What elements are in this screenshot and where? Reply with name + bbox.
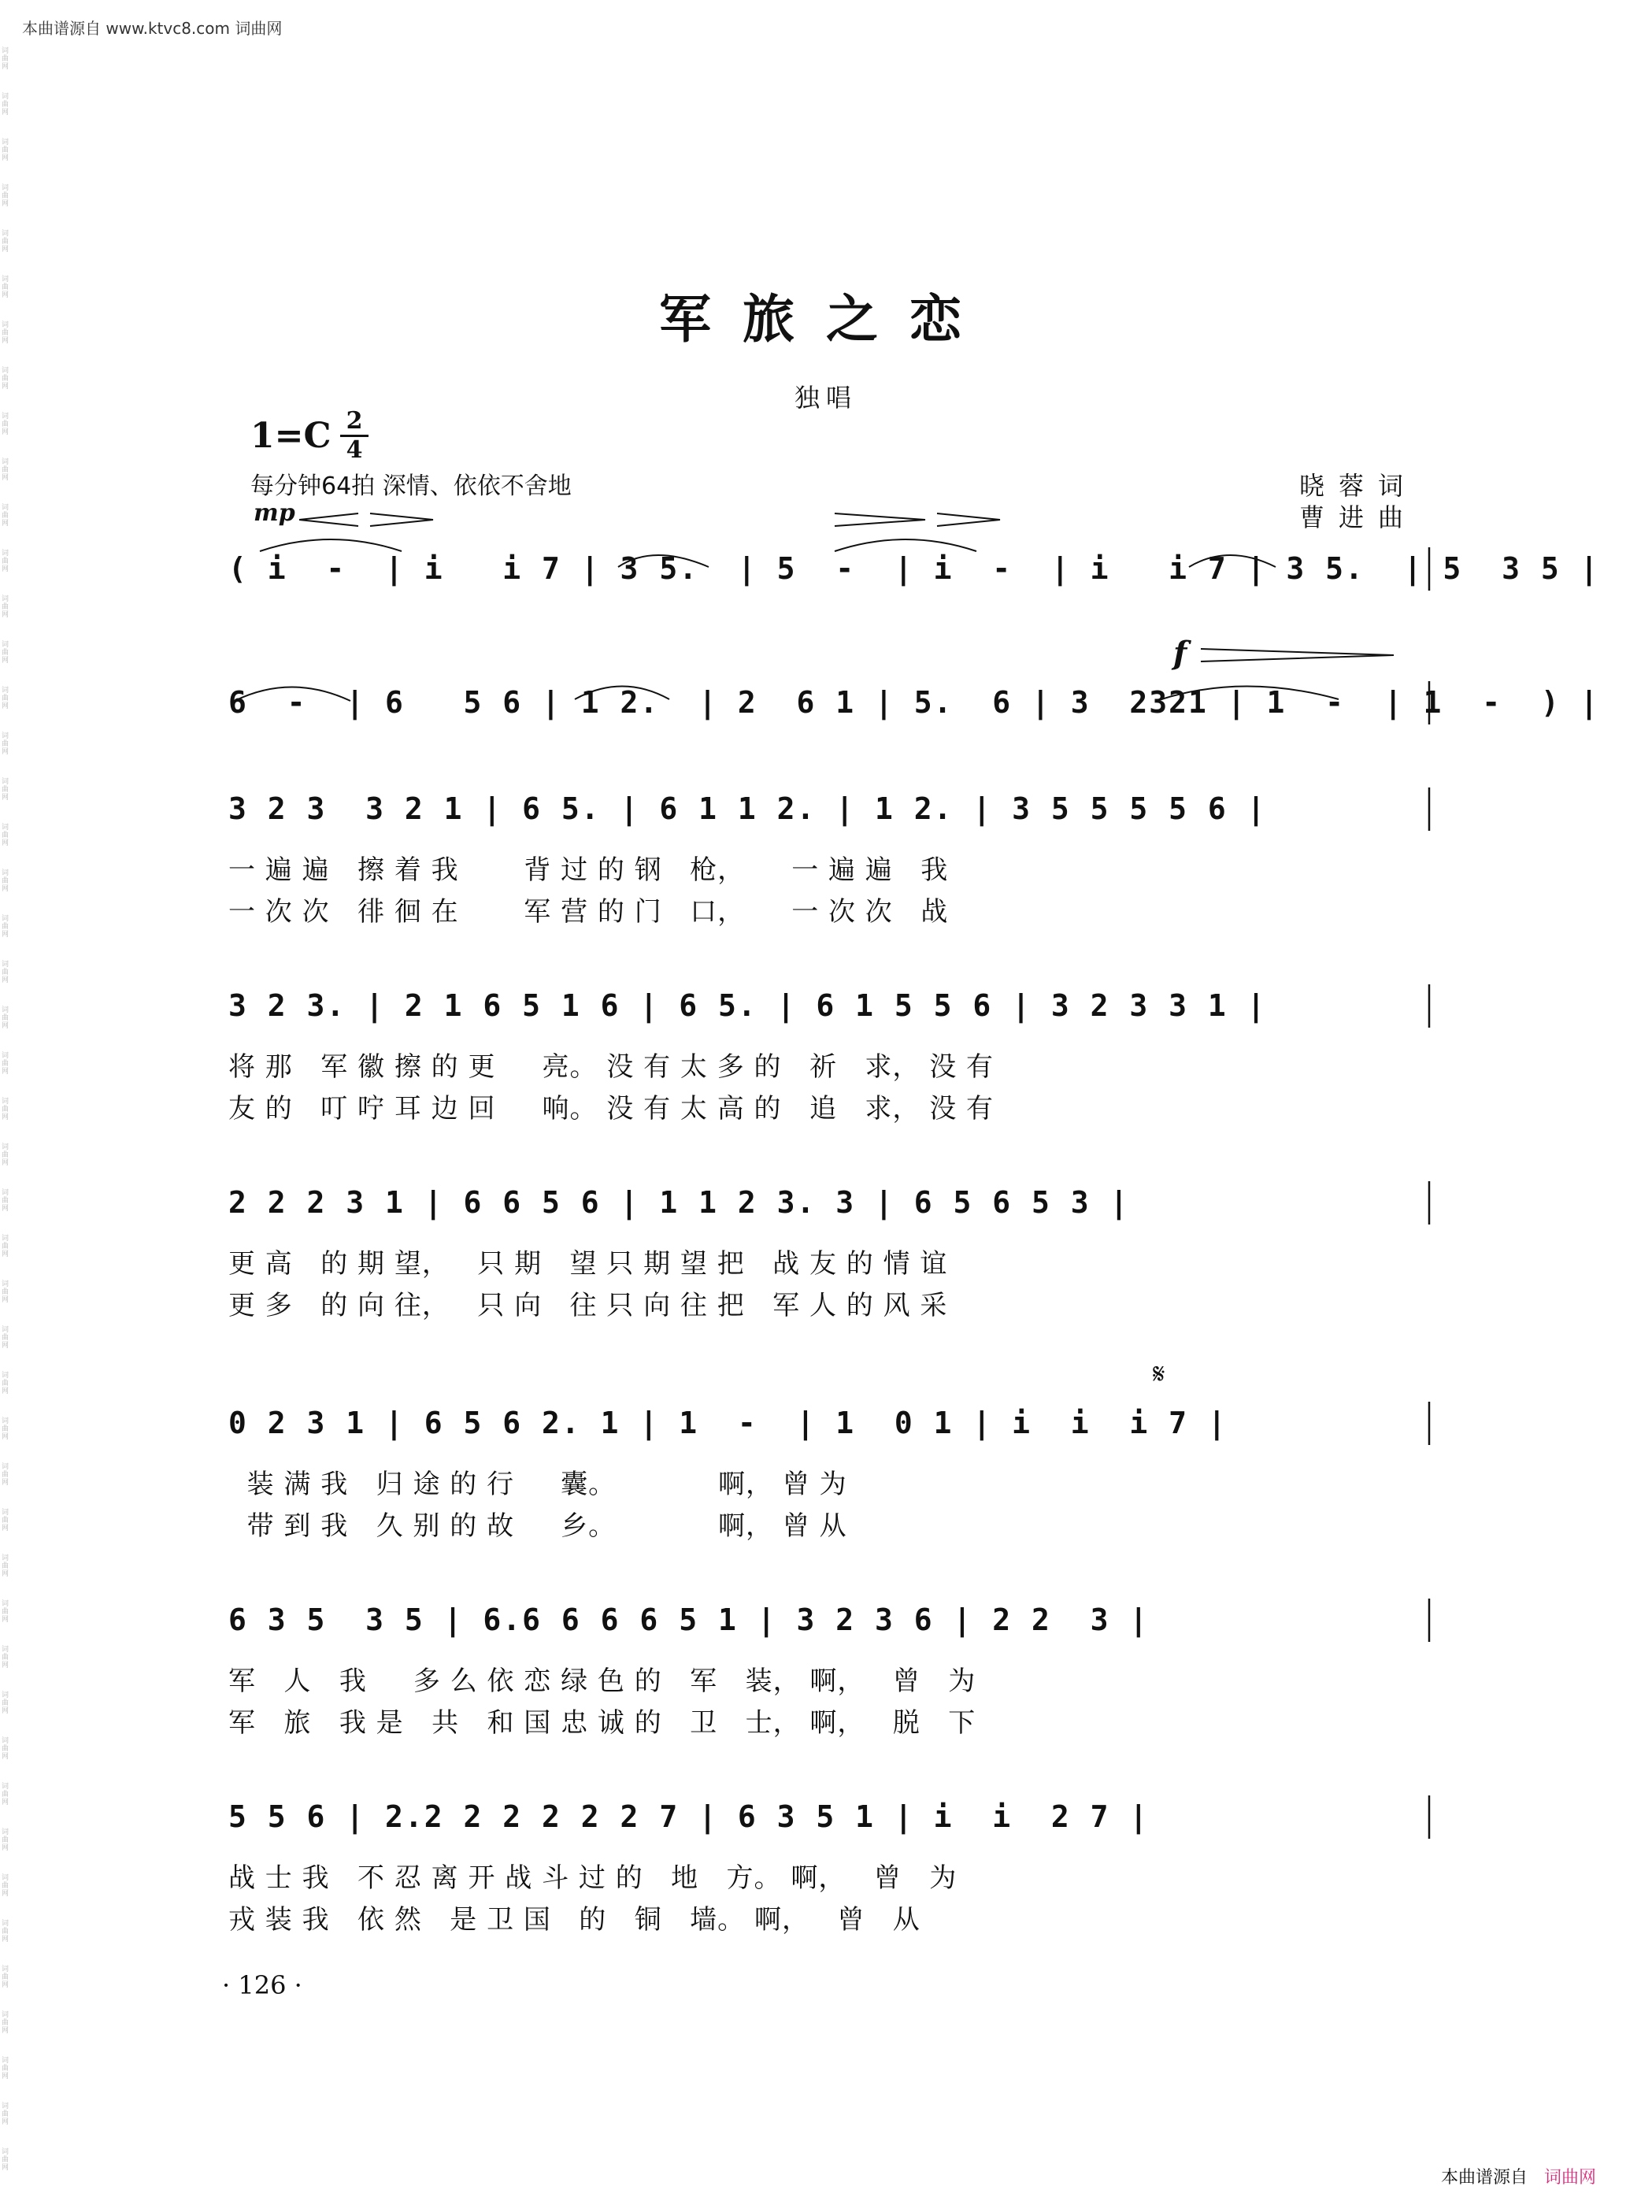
watermark-mark: 词曲网 [2, 1463, 9, 1487]
source-header: 本曲谱源自 www.ktvc8.com 词曲网 [22, 19, 283, 38]
lyric-line-2: 戎 装 我 依 然 是 卫 国 的 铜 墙。 啊， 曾 从 [228, 1904, 920, 1936]
watermark-mark: 词曲网 [2, 824, 9, 847]
watermark-mark: 词曲网 [2, 1737, 9, 1761]
watermark-mark: 词曲网 [2, 2103, 9, 2126]
watermark-mark: 词曲网 [2, 1783, 9, 1806]
slur [835, 539, 976, 551]
watermark-mark: 词曲网 [2, 595, 9, 619]
watermark-mark: 词曲网 [2, 276, 9, 299]
composer-credit: 曹进曲 [1299, 502, 1418, 532]
tempo-marking: 每分钟64拍 深情、依依不舍地 [250, 472, 572, 500]
watermark-mark: 词曲网 [2, 1691, 9, 1715]
watermark-mark: 词曲网 [2, 321, 9, 345]
song-subtitle: 独唱 [794, 383, 857, 413]
watermark-mark: 词曲网 [2, 1966, 9, 1989]
watermark-mark: 词曲网 [2, 1600, 9, 1624]
key-signature: 1=C [250, 416, 332, 456]
song-title: 军旅之恋 [659, 288, 993, 350]
lyric-line-1: 将 那 军 徽 擦 的 更 亮。 没 有 太 多 的 祈 求， 没 有 [228, 1051, 994, 1083]
watermark-mark: 词曲网 [2, 458, 9, 482]
watermark-mark: 词曲网 [2, 1052, 9, 1076]
notation-line: 5 5 6 | 2.2 2 2 2 2 2 7 | 6 3 5 1 | i i 2 7 | [228, 1799, 1150, 1834]
decrescendo-hairpin [370, 513, 433, 526]
watermark-mark: 词曲网 [2, 184, 9, 208]
lyric-line-1: 更 高 的 期 望， 只 期 望 只 期 望 把 战 友 的 情 谊 [228, 1248, 948, 1280]
watermark-mark: 词曲网 [2, 1646, 9, 1669]
watermark-mark: 词曲网 [2, 1417, 9, 1441]
watermark-mark: 词曲网 [2, 413, 9, 436]
watermark-mark: 词曲网 [2, 504, 9, 528]
watermark-mark: 词曲网 [2, 1554, 9, 1578]
decrescendo-hairpin-2 [937, 513, 1000, 526]
lyric-line-1: 军 人 我 多 么 依 恋 绿 色 的 军 装， 啊， 曾 为 [228, 1665, 976, 1697]
lyricist-credit: 晓蓉词 [1299, 471, 1418, 501]
notation-line: 6 3 5 3 5 | 6.6 6 6 6 5 1 | 3 2 3 6 | 2 2 3 | [228, 1602, 1150, 1637]
notation-line: 3 2 3 3 2 1 | 6 5. | 6 1 1 2. | 1 2. | 3 5 5 5 5 6 | [228, 791, 1267, 826]
watermark-mark: 词曲网 [2, 1189, 9, 1213]
watermark-mark: 词曲网 [2, 1509, 9, 1532]
watermark-mark: 词曲网 [2, 1235, 9, 1258]
watermark-mark: 词曲网 [2, 2057, 9, 2080]
lyric-line-2: 一 次 次 徘 徊 在 军 营 的 门 口， 一 次 次 战 [228, 896, 949, 928]
f-decrescendo-hairpin [1201, 649, 1394, 661]
notation-line: 2 2 2 3 1 | 6 6 5 6 | 1 1 2 3. 3 | 6 5 6 5 3 | [228, 1185, 1130, 1220]
page-number: · 126 · [222, 1970, 302, 2000]
watermark-mark: 词曲网 [2, 687, 9, 710]
watermark-mark: 词曲网 [2, 367, 9, 391]
lyric-line-1: 装 满 我 归 途 的 行 囊。 啊， 曾 为 [228, 1469, 847, 1500]
watermark-mark: 词曲网 [2, 869, 9, 893]
watermark-mark: 词曲网 [2, 2148, 9, 2172]
watermark-mark: 词曲网 [2, 1326, 9, 1350]
watermark-mark: 词曲网 [2, 93, 9, 117]
watermark-mark: 词曲网 [2, 1874, 9, 1898]
lyric-line-2: 更 多 的 向 往， 只 向 往 只 向 往 把 军 人 的 风 采 [228, 1290, 948, 1321]
notation-line: ( i - | i i 7 | 3 5. | 5 - | i - | i i 7 | 3 5. | 5 3 5 | [228, 551, 1600, 586]
watermark-mark: 词曲网 [2, 2011, 9, 2035]
watermark-mark: 词曲网 [2, 1372, 9, 1395]
lyric-line-2: 友 的 叮 咛 耳 边 回 响。 没 有 太 高 的 追 求， 没 有 [228, 1093, 994, 1125]
watermark-mark: 词曲网 [2, 139, 9, 162]
crescendo-hairpin-2 [835, 513, 925, 526]
footer-prefix: 本曲谱源自 [1441, 2168, 1528, 2188]
watermark-mark: 词曲网 [2, 1920, 9, 1943]
dynamic-mp-mark: mp [254, 499, 295, 527]
watermark-mark: 词曲网 [2, 915, 9, 939]
watermark-mark: 词曲网 [2, 641, 9, 665]
watermark-mark: 词曲网 [2, 47, 9, 71]
footer-source [1441, 2164, 1596, 2188]
notation-line: 3 2 3. | 2 1 6 5 1 6 | 6 5. | 6 1 5 5 6 | 3 2 3 3 1 | [228, 988, 1267, 1023]
watermark-mark: 词曲网 [2, 1829, 9, 1852]
lyric-line-1: 一 遍 遍 擦 着 我 背 过 的 钢 枪， 一 遍 遍 我 [228, 854, 949, 886]
crescendo-hairpin [299, 513, 358, 526]
watermark-mark: 词曲网 [2, 1143, 9, 1167]
watermark-mark: 词曲网 [2, 1006, 9, 1030]
watermark-mark: 词曲网 [2, 1280, 9, 1304]
segno-mark: 𝄋 [1153, 1358, 1165, 1391]
watermark-mark: 词曲网 [2, 230, 9, 254]
watermark-mark: 词曲网 [2, 732, 9, 756]
dynamic-f-mark: f [1173, 635, 1187, 672]
time-signature-bottom: 4 [346, 436, 363, 464]
lyric-line-2: 带 到 我 久 别 的 故 乡。 啊， 曾 从 [228, 1510, 847, 1542]
lyric-line-1: 战 士 我 不 忍 离 开 战 斗 过 的 地 方。 啊， 曾 为 [228, 1862, 957, 1894]
footer-brand: 词曲网 [1544, 2168, 1597, 2188]
watermark-mark: 词曲网 [2, 778, 9, 802]
watermark-mark: 词曲网 [2, 550, 9, 573]
time-signature-top: 2 [346, 407, 363, 435]
lyric-line-2: 军 旅 我 是 共 和 国 忠 诚 的 卫 士， 啊， 脱 下 [228, 1707, 976, 1739]
watermark-mark: 词曲网 [2, 1098, 9, 1121]
slur [260, 539, 402, 551]
notation-line: 0 2 3 1 | 6 5 6 2. 1 | 1 - | 1 0 1 | i i i 7 | [228, 1406, 1228, 1440]
notation-line: 6 - | 6 5 6 | 1 2. | 2 6 1 | 5. 6 | 3 2321 | 1 - | 1 - ) | [228, 685, 1600, 720]
watermark-mark: 词曲网 [2, 961, 9, 984]
